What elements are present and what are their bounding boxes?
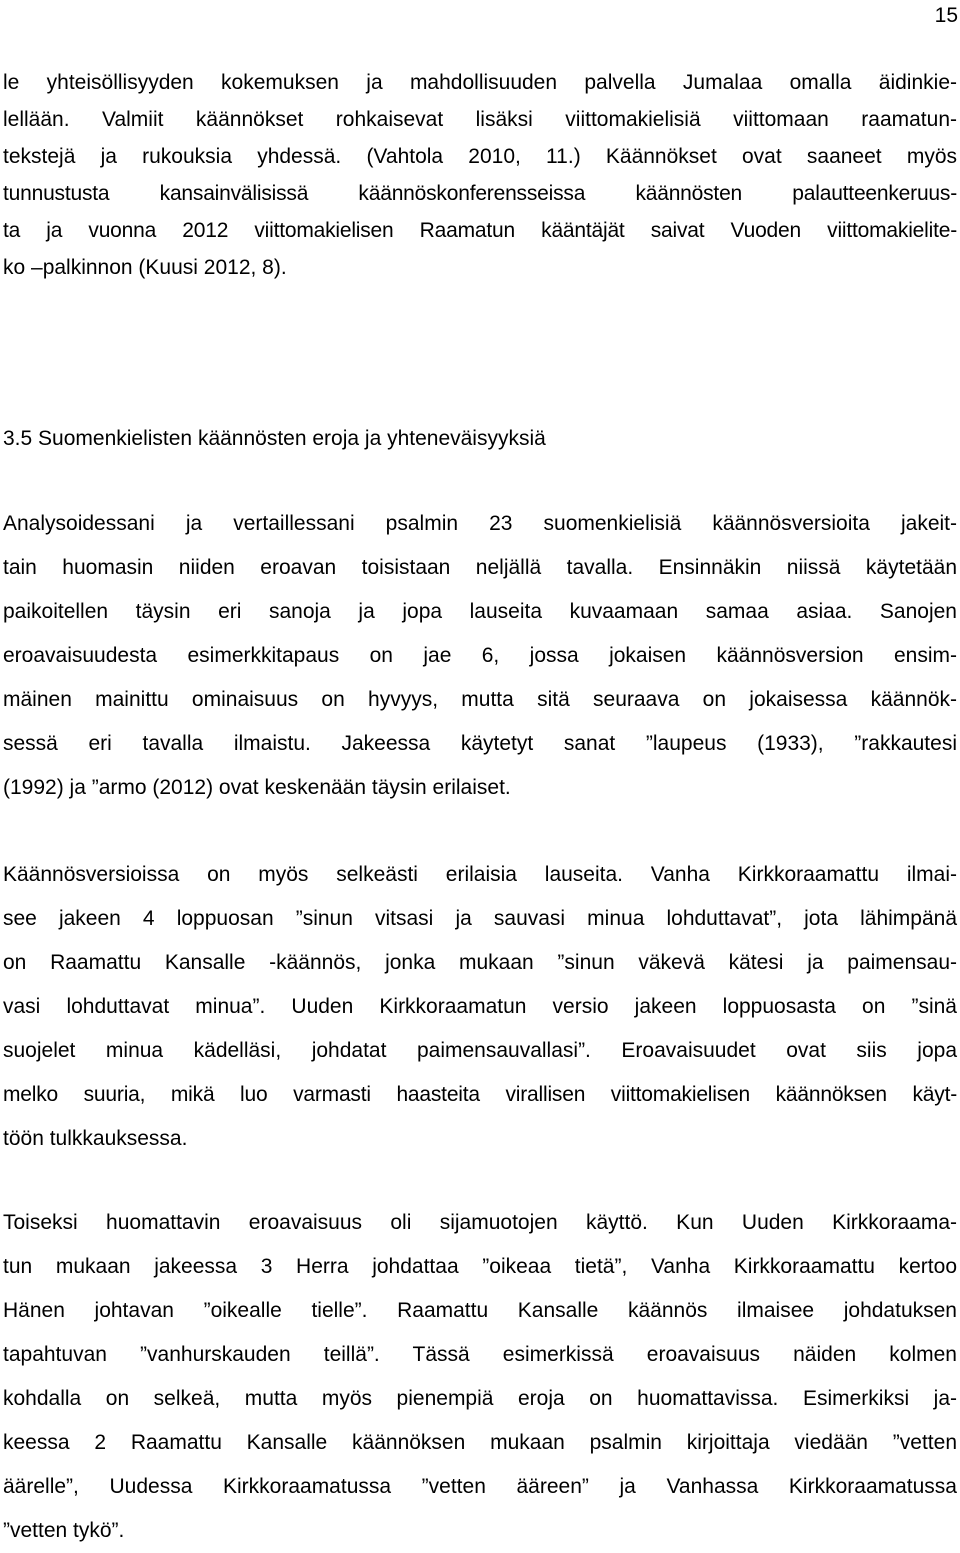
- text-line: vasi lohduttavat minua”. Uuden Kirkkoraamatun versio jakeen loppuosasta on ”sinä: [3, 995, 957, 1018]
- text-line: see jakeen 4 loppuosan ”sinun vitsasi ja sauvasi minua lohduttavat”, jota lähimpänä: [3, 907, 957, 930]
- paragraph-differences: [3, 502, 957, 810]
- text-line: Toiseksi huomattavin eroavaisuus oli sijamuotojen käyttö. Kun Uuden Kirkkoraama-: [3, 1211, 957, 1234]
- text-line: eroavaisuudesta esimerkkitapaus on jae 6, jossa jokaisen käännösversion ensim-: [3, 644, 957, 667]
- text-line: Hänen johtavan ”oikealle tielle”. Raamattu Kansalle käännös ilmaisee johdatuksen: [3, 1299, 957, 1322]
- text-line: kohdalla on selkeä, mutta myös pienempiä eroja on huomattavissa. Esimerkiksi ja-: [3, 1387, 957, 1410]
- text-line: keessa 2 Raamattu Kansalle käännöksen mukaan psalmin kirjoittaja viedään ”vetten: [3, 1431, 957, 1454]
- paragraph-case-forms: [3, 1201, 957, 1553]
- intro-paragraph: [3, 64, 957, 286]
- text-line: Käännösversioissa on myös selkeästi erilaisia lauseita. Vanha Kirkkoraamattu ilmai-: [3, 863, 957, 886]
- text-line: paikoitellen täysin eri sanoja ja jopa lauseita kuvaamaan samaa asiaa. Sanojen: [3, 600, 957, 623]
- text-line: on Raamattu Kansalle -käännös, jonka mukaan ”sinun väkevä kätesi ja paimensau-: [3, 951, 957, 974]
- text-line: töön tulkkauksessa.: [3, 1127, 188, 1150]
- page-number: 15: [934, 4, 958, 27]
- paragraph-sentences: [3, 853, 957, 1161]
- text-line: Analysoidessani ja vertaillessani psalmin 23 suomenkielisiä käännösversioita jakeit-: [3, 512, 957, 535]
- text-line: melko suuria, mikä luo varmasti haasteita virallisen viittomakielisen käännöksen käyt-: [3, 1083, 957, 1106]
- text-line: tun mukaan jakeessa 3 Herra johdattaa ”oikeaa tietä”, Vanha Kirkkoraamattu kertoo: [3, 1255, 957, 1278]
- text-line: le yhteisöllisyyden kokemuksen ja mahdollisuuden palvella Jumalaa omalla äidinkie-: [3, 71, 957, 94]
- text-line: tapahtuvan ”vanhurskauden teillä”. Tässä esimerkissä eroavaisuus näiden kolmen: [3, 1343, 957, 1366]
- text-line: suojelet minua kädelläsi, johdatat paimensauvallasi”. Eroavaisuudet ovat siis jopa: [3, 1039, 957, 1062]
- text-line: (1992) ja ”armo (2012) ovat keskenään täysin erilaiset.: [3, 776, 511, 799]
- text-line: ko –palkinnon (Kuusi 2012, 8).: [3, 256, 287, 279]
- section-heading: 3.5 Suomenkielisten käännösten eroja ja yhteneväisyyksiä: [3, 427, 546, 450]
- text-line: sessä eri tavalla ilmaistu. Jakeessa käytetyt sanat ”laupeus (1933), ”rakkautesi: [3, 732, 957, 755]
- text-line: ”vetten tykö”.: [3, 1519, 125, 1542]
- text-line: mäinen mainittu ominaisuus on hyvyys, mutta sitä seuraava on jokaisessa käännök-: [3, 688, 957, 711]
- text-line: tekstejä ja rukouksia yhdessä. (Vahtola 2010, 11.) Käännökset ovat saaneet myös: [3, 145, 957, 168]
- text-line: lellään. Valmiit käännökset rohkaisevat lisäksi viittomakielisiä viittomaan raamatun-: [3, 108, 957, 131]
- text-line: tain huomasin niiden eroavan toisistaan neljällä tavalla. Ensinnäkin niissä käytetään: [3, 556, 957, 579]
- text-line: ta ja vuonna 2012 viittomakielisen Raamatun kääntäjät saivat Vuoden viittomakielite-: [3, 219, 957, 242]
- text-line: äärelle”, Uudessa Kirkkoraamatussa ”vetten ääreen” ja Vanhassa Kirkkoraamatussa: [3, 1475, 957, 1498]
- text-line: tunnustusta kansainvälisissä käännöskonferensseissa käännösten palautteenkeruus-: [3, 182, 957, 205]
